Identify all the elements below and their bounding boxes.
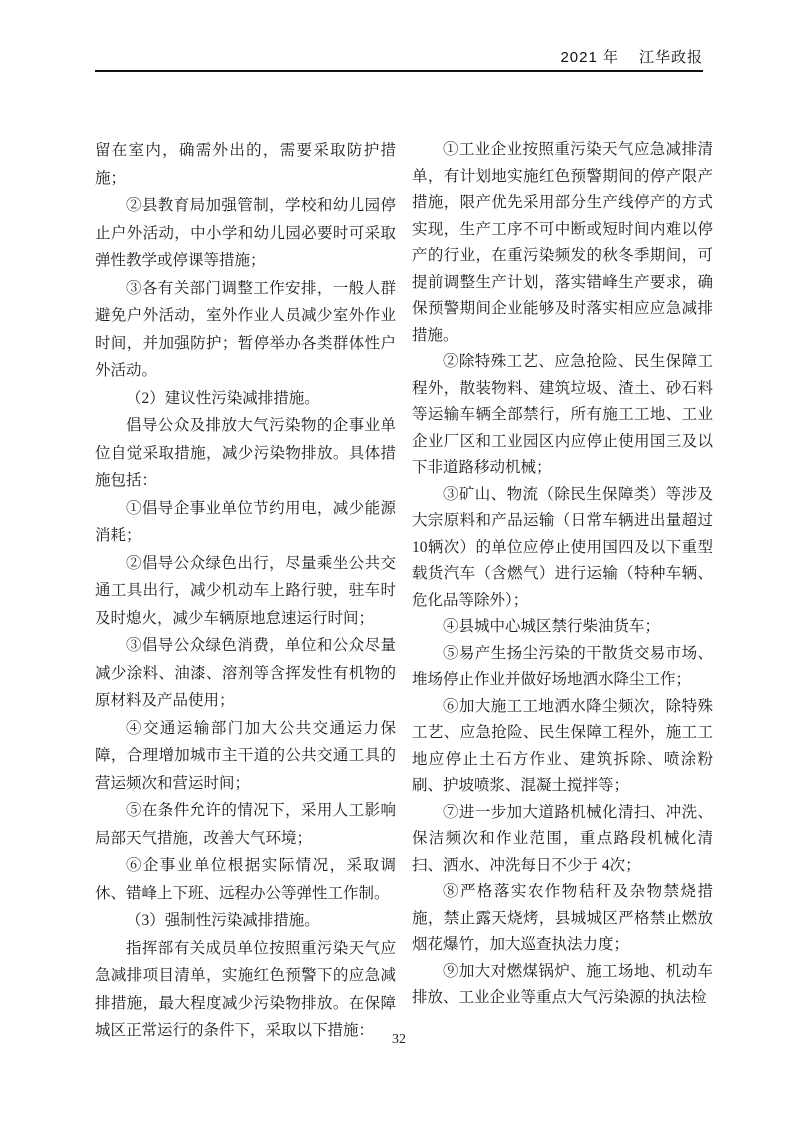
page-header xyxy=(95,46,703,67)
paragraph: ①倡导企事业单位节约用电，减少能源消耗； xyxy=(95,499,396,544)
paragraph: 留在室内，确需外出的，需要采取防护措施； xyxy=(95,142,396,187)
paragraph: ②县教育局加强管制，学校和幼儿园停止户外活动，中小学和幼儿园必要时可采取弹性教学或停课等措施； xyxy=(95,197,396,269)
page-body xyxy=(95,137,715,1045)
paragraph: 倡导公众及排放大气污染物的企事业单位自觉采取措施，减少污染物排放。具体措施包括： xyxy=(95,417,396,489)
paragraph: ⑤在条件允许的情况下，采用人工影响局部天气措施，改善大气环境； xyxy=(95,802,396,847)
paragraph: ⑥加大施工工地洒水降尘频次，除特殊工艺、应急抢险、民生保障工程外，施工工地应停止土石方作业、建筑拆除、喷涂粉刷、护坡喷浆、混凝土搅拌等； xyxy=(412,697,713,794)
paragraph: ②除特殊工艺、应急抢险、民生保障工程外，散装物料、建筑垃圾、渣土、砂石料等运输车辆全部禁行，所有施工工地、工业企业厂区和工业园区内应停止使用国三及以下非道路移动机械； xyxy=(412,353,713,476)
paragraph: ⑥企事业单位根据实际情况，采取调休、错峰上下班、远程办公等弹性工作制。 xyxy=(95,857,396,902)
header-publication-title: 江华政报 xyxy=(638,49,703,66)
paragraph: ①工业企业按照重污染天气应急减排清单，有计划地实施红色预警期间的停产限产措施，限产优先采用部分生产线停产的方式实现，生产工序不可中断或短时间内难以停产的行业，在重污染频发的秋冬季期间，可提前调整生产计划，落实错峰生产要求，确保预警期间企业能够及时落实相应应急减排措施。 xyxy=(412,141,713,344)
paragraph: ⑨加大对燃煤锅炉、施工场地、机动车排放、工业企业等重点大气污染源的执法检 xyxy=(412,962,713,1006)
paragraph: ⑦进一步加大道路机械化清扫、冲洗、保洁频次和作业范围，重点路段机械化清扫、洒水、冲洗每日不少于 4次； xyxy=(412,803,713,874)
paragraph: （2）建议性污染减排措施。 xyxy=(126,389,320,407)
paragraph: ⑧严格落实农作物秸秆及杂物禁烧措施，禁止露天烧烤，县城城区严格禁止燃放烟花爆竹，加大巡查执法力度； xyxy=(412,883,713,953)
page-footer xyxy=(95,1032,703,1048)
paragraph: 指挥部有关成员单位按照重污染天气应急减排项目清单，实施红色预警下的应急减排措施，最大程度减少污染物排放。在保障城区正常运行的条件下，采取以下措施： xyxy=(95,939,396,1039)
left-column xyxy=(95,137,396,1045)
header-rule xyxy=(95,70,703,72)
header-year: 2021 年 xyxy=(560,49,619,66)
paragraph: （3）强制性污染减排措施。 xyxy=(126,912,320,929)
page-number: 32 xyxy=(392,1032,406,1047)
paragraph: ⑤易产生扬尘污染的干散货交易市场、堆场停止作业并做好场地洒水降尘工作； xyxy=(412,644,713,688)
paragraph: ③矿山、物流（除民生保障类）等涉及大宗原料和产品运输（日常车辆进出量超过10辆次）的单位应停止使用国四及以下重型载货汽车（含燃气）进行运输（特种车辆、危化品等除外）； xyxy=(412,485,713,609)
paragraph: ③各有关部门调整工作安排，一般人群避免户外活动，室外作业人员减少室外作业时间，并加强防护；暂停举办各类群体性户外活动。 xyxy=(95,279,396,379)
right-column xyxy=(412,137,713,1012)
paragraph: ③倡导公众绿色消费，单位和公众尽量减少涂料、油漆、溶剂等含挥发性有机物的原材料及产品使用； xyxy=(95,637,396,709)
paragraph: ④交通运输部门加大公共交通运力保障，合理增加城市主干道的公共交通工具的营运频次和营运时间； xyxy=(95,719,396,792)
paragraph: ②倡导公众绿色出行，尽量乘坐公共交通工具出行，减少机动车上路行驶，驻车时及时熄火，减少车辆原地怠速运行时间； xyxy=(95,554,396,627)
paragraph: ④县城中心城区禁行柴油货车； xyxy=(443,618,661,635)
